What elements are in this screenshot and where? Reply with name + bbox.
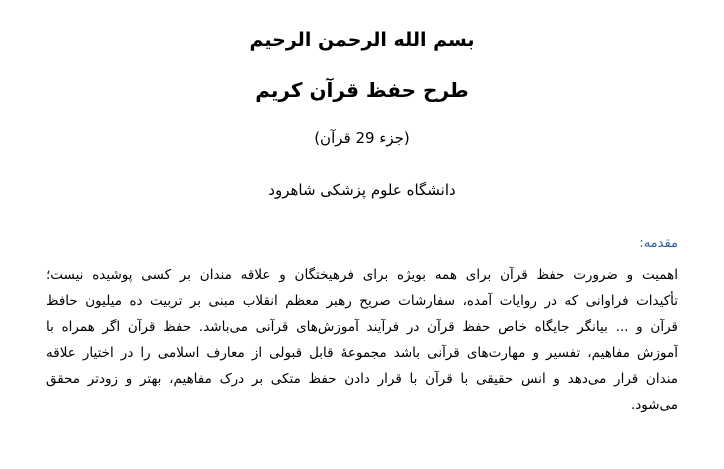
paragraph-line: اهمیت و ضرورت حفظ قرآن برای همه بویژه برای فرهیختگان و علاقه مندان بر کسی پوشیده نیست؛ [46,267,678,283]
paragraph-line: قرآن و ... بیانگر جایگاه خاص حفظ قرآن در فرآیند آموزش‌های قرآنی می‌باشد. حفظ قرآن اگر همراه با [46,319,678,335]
university-name: دانشگاه علوم پزشکی شاهرود [268,181,456,199]
juz-subtitle: (جزء 29 قرآن) [314,129,410,147]
paragraph-line: آموزش مفاهیم، تفسیر و مهارت‌های قرآنی باشد مجموعهٔ قابل قبولی از معارف اسلامی را در اختیار علاقه [46,345,678,361]
bismillah-heading: بسم الله الرحمن الرحيم [249,29,475,51]
document-title: طرح حفظ قرآن کریم [255,78,469,102]
introduction-paragraph [46,262,678,418]
paragraph-line: می‌شود. [630,397,678,413]
paragraph-line: تأکیدات فراوانی که در روایات آمده، سفارشات صریح رهبر معظم انقلاب مبنی بر تربیت ده میلیون حافظ [46,293,678,309]
section-heading-introduction: مقدمه: [639,236,678,251]
paragraph-line: مندان قرار می‌دهد و انس حقیقی با قرآن با قرار دادن حفظ متکی بر درک مفاهیم، بهتر و زودتر محقق [46,371,678,387]
